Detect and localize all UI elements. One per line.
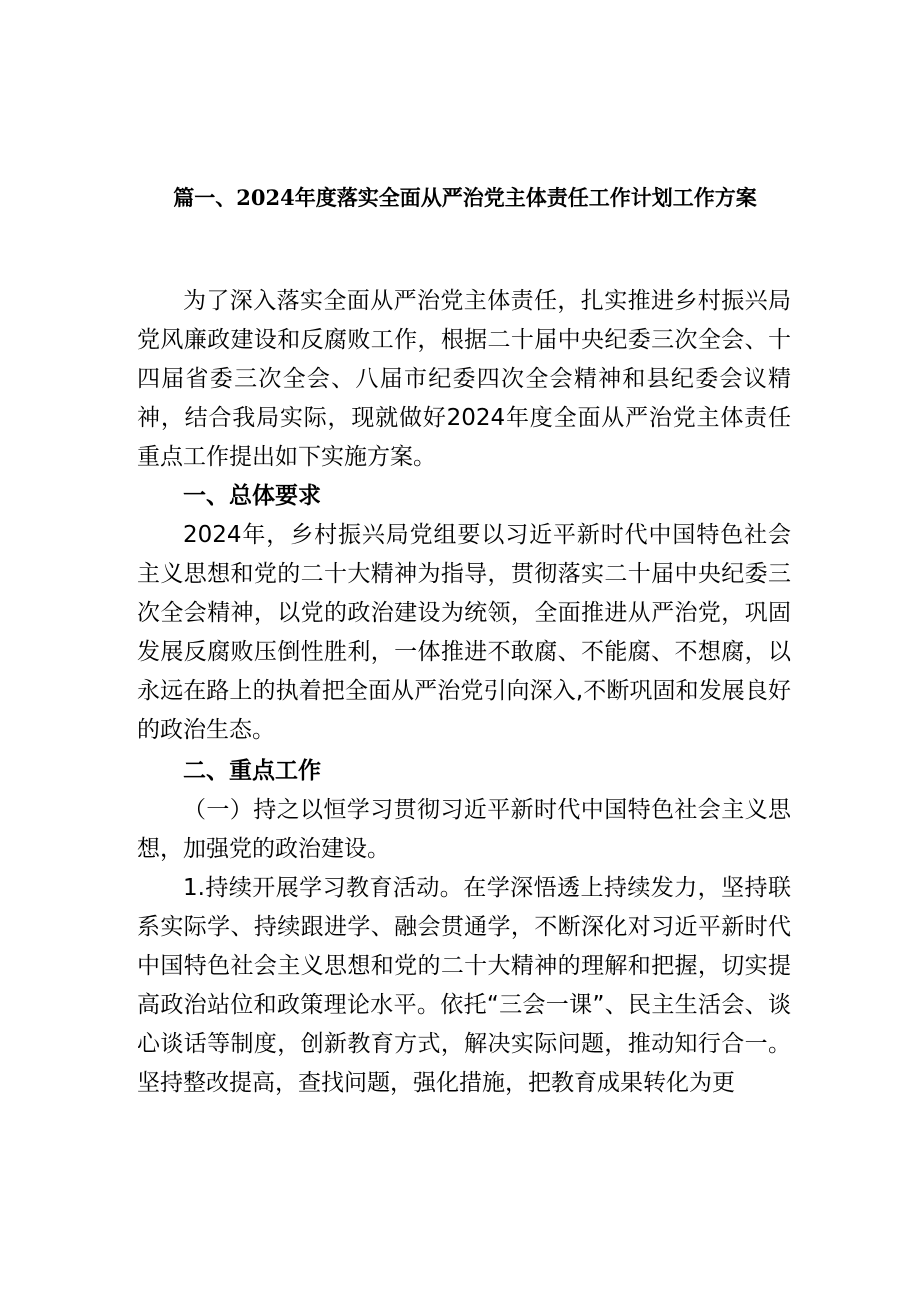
item-paragraph-study-activities: 1.持续开展学习教育活动。在学深悟透上持续发力，坚持联系实际学、持续跟进学、融会贯通学，不断深化对习近平新时代中国特色社会主义思想和党的二十大精神的理解和把握，切实提高政治站位和政策理论水平。依托“三会一课”、民主生活会、谈心谈话等制度，创新教育方式，解决实际问题，推动知行合一。坚持整改提高，查找问题，强化措施，把教育成果转化为更	[137, 875, 791, 1096]
document-title: 篇一、2024年度落实全面从严治党主体责任工作计划工作方案	[173, 185, 757, 210]
intro-paragraph: 为了深入落实全面从严治党主体责任，扎实推进乡村振兴局党风廉政建设和反腐败工作，根据二十届中央纪委三次全会、十四届省委三次全会、八届市纪委四次全会精神和县纪委会议精神，结合我局实际，现就做好2024年度全面从严治党主体责任重点工作提出如下实施方案。	[137, 288, 791, 470]
section-heading-overall-requirements: 一、总体要求	[183, 483, 321, 509]
document-body	[137, 282, 791, 1103]
subsection-heading-study: （一）持之以恒学习贯彻习近平新时代中国特色社会主义思想，加强党的政治建设。	[137, 797, 791, 862]
section-heading-key-work: 二、重点工作	[183, 758, 321, 784]
overall-requirements-paragraph: 2024年，乡村振兴局党组要以习近平新时代中国特色社会主义思想和党的二十大精神为指导，贯彻落实二十届中央纪委三次全会精神，以党的政治建设为统领，全面推进从严治党，巩固发展反腐败压倒性胜利，一体推进不敢腐、不能腐、不想腐，以永远在路上的执着把全面从严治党引向深入,不断巩固和发展良好的政治生态。	[137, 522, 791, 743]
